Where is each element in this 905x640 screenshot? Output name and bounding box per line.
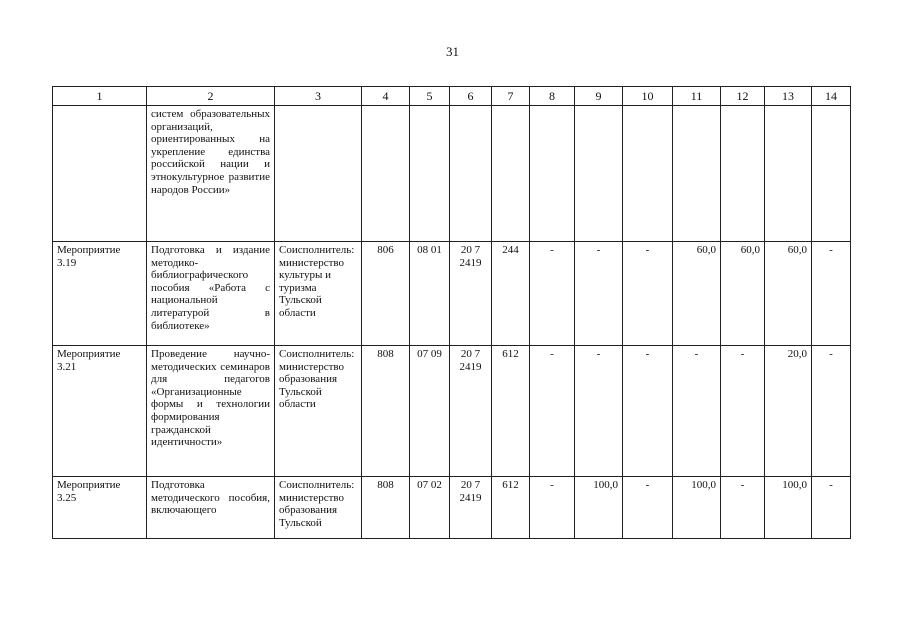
row-activity-description: систем образовательных организаций, ориентированных на укрепление единства российской нации и этнокультурное развитие народов России» xyxy=(147,106,275,242)
row-col-14: - xyxy=(812,346,851,477)
row-col-12: - xyxy=(721,477,765,539)
header-cell-2: 2 xyxy=(147,87,275,106)
row-col-5: 07 02 xyxy=(410,477,450,539)
row-col-14: - xyxy=(812,477,851,539)
row-col-13: 20,0 xyxy=(765,346,812,477)
header-cell-14: 14 xyxy=(812,87,851,106)
row-coexecutor xyxy=(275,106,362,242)
row-col-6 xyxy=(450,106,492,242)
row-col-8: - xyxy=(530,477,575,539)
budget-table xyxy=(52,86,851,539)
header-cell-9: 9 xyxy=(575,87,623,106)
row-col-10: - xyxy=(623,477,673,539)
row-col-11: 60,0 xyxy=(673,242,721,346)
row-coexecutor: Соисполнитель: министерство образования Тульской xyxy=(275,477,362,539)
row-col-5 xyxy=(410,106,450,242)
row-col-13: 60,0 xyxy=(765,242,812,346)
row-col-11: 100,0 xyxy=(673,477,721,539)
row-col-9 xyxy=(575,106,623,242)
row-col-13 xyxy=(765,106,812,242)
row-col-10: - xyxy=(623,346,673,477)
row-col-6: 20 7 2419 xyxy=(450,346,492,477)
page-number: 31 xyxy=(446,44,459,59)
row-col-9: 100,0 xyxy=(575,477,623,539)
row-col-11 xyxy=(673,106,721,242)
row-col-6: 20 7 2419 xyxy=(450,477,492,539)
row-col-12: 60,0 xyxy=(721,242,765,346)
row-col-7: 244 xyxy=(492,242,530,346)
row-coexecutor: Соисполнитель: министерство образования Тульской области xyxy=(275,346,362,477)
row-col-14 xyxy=(812,106,851,242)
header-cell-3: 3 xyxy=(275,87,362,106)
row-col-7: 612 xyxy=(492,477,530,539)
row-col-13: 100,0 xyxy=(765,477,812,539)
table-row-continuation xyxy=(53,106,851,242)
table-row-activity-3-21 xyxy=(53,346,851,477)
row-col-7: 612 xyxy=(492,346,530,477)
row-activity-id: Мероприятие 3.21 xyxy=(53,346,147,477)
header-cell-1: 1 xyxy=(53,87,147,106)
row-col-4: 806 xyxy=(362,242,410,346)
row-col-10 xyxy=(623,106,673,242)
row-col-8: - xyxy=(530,346,575,477)
row-col-11: - xyxy=(673,346,721,477)
header-cell-5: 5 xyxy=(410,87,450,106)
header-cell-4: 4 xyxy=(362,87,410,106)
header-cell-8: 8 xyxy=(530,87,575,106)
header-cell-12: 12 xyxy=(721,87,765,106)
row-col-4 xyxy=(362,106,410,242)
row-col-5: 07 09 xyxy=(410,346,450,477)
row-activity-description: Проведение научно-методических семинаров для педагогов «Организационные формы и технологии формирования гражданской идентичности» xyxy=(147,346,275,477)
row-col-4: 808 xyxy=(362,346,410,477)
header-cell-7: 7 xyxy=(492,87,530,106)
row-col-10: - xyxy=(623,242,673,346)
row-col-8 xyxy=(530,106,575,242)
row-coexecutor: Соисполнитель: министерство культуры и туризма Тульской области xyxy=(275,242,362,346)
row-col-9: - xyxy=(575,242,623,346)
table-header-row xyxy=(53,87,851,106)
row-col-4: 808 xyxy=(362,477,410,539)
header-cell-6: 6 xyxy=(450,87,492,106)
header-cell-10: 10 xyxy=(623,87,673,106)
row-activity-id: Мероприятие 3.19 xyxy=(53,242,147,346)
row-col-5: 08 01 xyxy=(410,242,450,346)
row-col-9: - xyxy=(575,346,623,477)
row-activity-description: Подготовка и издание методико-библиографического пособия «Работа с национальной литературой в библиотеке» xyxy=(147,242,275,346)
row-col-6: 20 7 2419 xyxy=(450,242,492,346)
row-activity-id: Мероприятие 3.25 xyxy=(53,477,147,539)
row-col-7 xyxy=(492,106,530,242)
row-col-14: - xyxy=(812,242,851,346)
header-cell-11: 11 xyxy=(673,87,721,106)
table-row-activity-3-25 xyxy=(53,477,851,539)
row-col-8: - xyxy=(530,242,575,346)
table-row-activity-3-19 xyxy=(53,242,851,346)
row-col-12 xyxy=(721,106,765,242)
header-cell-13: 13 xyxy=(765,87,812,106)
row-activity-description: Подготовка методического пособия, включающего xyxy=(147,477,275,539)
row-activity-id xyxy=(53,106,147,242)
row-col-12: - xyxy=(721,346,765,477)
